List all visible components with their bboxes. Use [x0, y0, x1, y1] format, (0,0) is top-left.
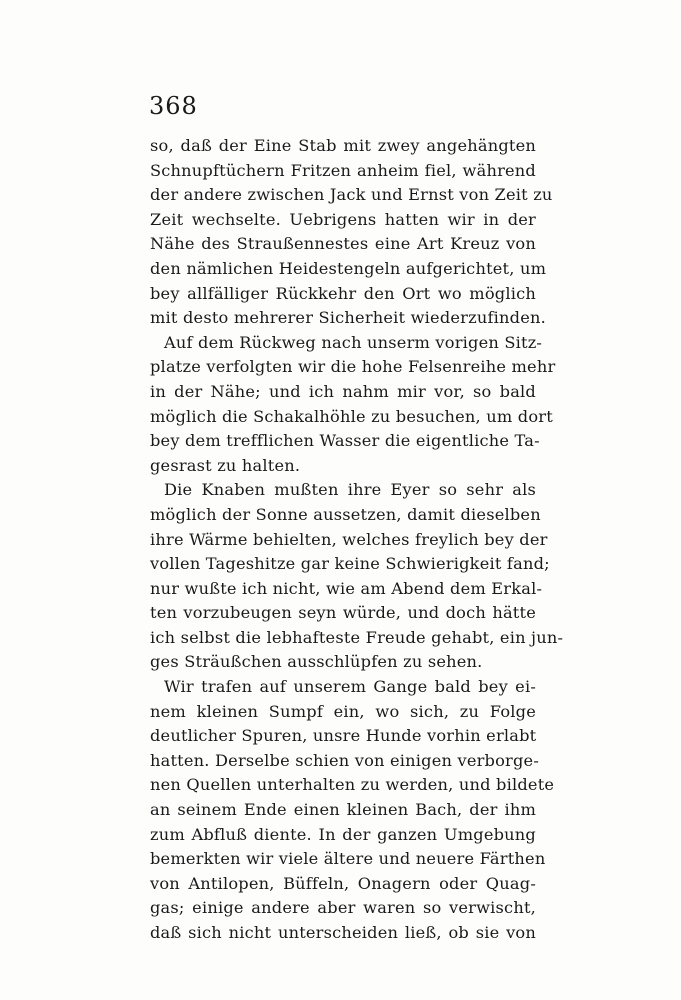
text-line: nen Quellen unterhalten zu werden, und bildete — [150, 775, 555, 795]
text-line: in der Nähe; und ich nahm mir vor, so bald — [150, 381, 536, 401]
text-line: gas; einige andere aber waren so verwischt, — [150, 898, 536, 918]
text-line: vollen Tageshitze gar keine Schwierigkeit fand; — [150, 554, 550, 574]
text-line: so, daß der Eine Stab mit zwey angehängten — [150, 136, 536, 155]
text-line: der andere zwischen Jack und Ernst von Zeit zu — [150, 185, 553, 205]
text-line: möglich der Sonne aussetzen, damit dieselben — [150, 504, 541, 524]
text-line: ich selbst die lebhafteste Freude gehabt, ein jun- — [150, 627, 564, 647]
text-line: an seinem Ende einen kleinen Bach, der ihm — [150, 800, 536, 820]
paragraph-first-line: Die Knaben mußten ihre Eyer so sehr als — [164, 480, 536, 500]
text-line: bemerkten wir viele ältere und neuere Färthen — [150, 849, 546, 869]
text-line: gesrast zu halten. — [150, 455, 301, 475]
text-line: nur wußte ich nicht, wie am Abend dem Erkal- — [150, 578, 543, 598]
text-line: bey allfälliger Rückkehr den Ort wo möglich — [150, 283, 536, 303]
text-line: möglich die Schakalhöhle zu besuchen, um dort — [150, 406, 553, 426]
text-line: ten vorzubeugen seyn würde, und doch hätte — [150, 603, 536, 623]
text-line: ihre Wärme behielten, welches freylich bey der — [150, 529, 548, 549]
text-line: nem kleinen Sumpf ein, wo sich, zu Folge — [150, 701, 536, 721]
text-line: platze verfolgten wir die hohe Felsenreihe mehr — [150, 357, 556, 377]
text-line: mit desto mehrerer Sicherheit wiederzufinden. — [150, 308, 546, 328]
text-line: Schnupftüchern Fritzen anheim fiel, während — [150, 160, 536, 180]
body-text — [150, 134, 564, 946]
paragraph-first-line: Auf dem Rückweg nach unserm vorigen Sitz- — [164, 332, 543, 352]
text-line: ges Sträußchen ausschlüpfen zu sehen. — [150, 652, 483, 672]
paragraph-first-line: Wir trafen auf unserem Gange bald bey ei- — [164, 677, 536, 697]
text-line: zum Abfluß diente. In der ganzen Umgebung — [150, 824, 536, 844]
text-line: deutlicher Spuren, unsre Hunde vorhin erlabt — [150, 726, 537, 746]
text-line: daß sich nicht unterscheiden ließ, ob sie von — [150, 923, 536, 942]
text-line: den nämlichen Heidestengeln aufgerichtet, um — [150, 258, 547, 278]
text-line: von Antilopen, Büffeln, Onagern oder Quag- — [150, 873, 536, 893]
page-number: 368 — [149, 92, 198, 120]
text-line: Zeit wechselte. Uebrigens hatten wir in der — [150, 209, 536, 229]
text-line: bey dem trefflichen Wasser die eigentliche Ta- — [150, 431, 540, 451]
text-line: Nähe des Straußennestes eine Art Kreuz von — [150, 234, 536, 254]
text-line: hatten. Derselbe schien von einigen verborge- — [150, 750, 540, 770]
